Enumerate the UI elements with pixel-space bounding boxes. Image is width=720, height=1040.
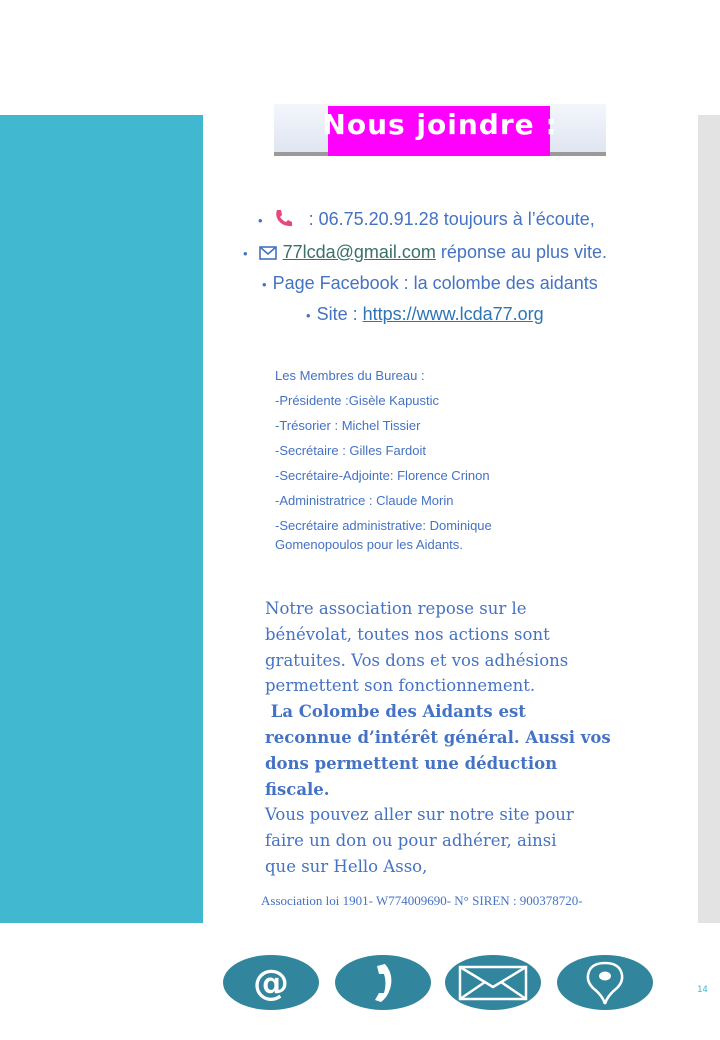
paragraph-line: gratuites. Vos dons et vos adhésions — [265, 650, 569, 670]
site-link[interactable]: https://www.lcda77.org — [362, 304, 544, 324]
paragraph-bold-line: La Colombe des Aidants est — [265, 702, 526, 722]
email-text: réponse au plus vite. — [435, 242, 608, 262]
at-icon — [248, 963, 294, 1003]
member-item: -Secrétaire administrative: Dominique Gomenopoulos pour les Aidants. — [275, 518, 492, 552]
member-item: -Trésorier : Michel Tissier — [275, 418, 421, 433]
contact-site — [306, 304, 544, 325]
legal-notice: Association loi 1901- W774009690- N° SIREN : 900378720- — [261, 893, 583, 908]
facebook-text: Page Facebook : la colombe des aidants — [272, 273, 598, 293]
paragraph-line: Vous pouvez aller sur notre site pour — [265, 805, 574, 825]
paragraph-bold-line: fiscale. — [265, 779, 330, 799]
board-members — [275, 366, 575, 554]
paragraph-line: bénévolat, toutes nos actions sont — [265, 624, 550, 644]
contact-phone — [258, 208, 595, 230]
mail-icon — [259, 246, 277, 260]
member-item: -Secrétaire : Gilles Fardoit — [275, 443, 426, 458]
title-banner — [274, 104, 606, 156]
envelope-button[interactable] — [445, 955, 541, 1010]
gray-side-bar — [698, 115, 720, 923]
phone-text: : 06.75.20.91.28 toujours à l’écoute, — [308, 209, 595, 229]
members-heading: Les Membres du Bureau : — [275, 368, 425, 383]
member-item: -Présidente :Gisèle Kapustic — [275, 393, 440, 408]
page-number: 14 — [697, 985, 708, 995]
paragraph-line: permettent son fonctionnement. — [265, 676, 536, 696]
svg-text:@: @ — [253, 962, 289, 1003]
paragraph-line: que sur Hello Asso, — [265, 856, 428, 876]
phone-icon — [371, 963, 395, 1003]
site-label: Site : — [316, 304, 363, 324]
paragraph-bold-line: dons permettent une déduction — [265, 753, 558, 773]
paragraph-bold-line: reconnue d’intérêt général. Aussi vos — [265, 727, 611, 747]
association-paragraph — [265, 596, 625, 880]
bullet: • — [258, 212, 263, 228]
location-pin-icon — [585, 960, 625, 1006]
location-button[interactable] — [557, 955, 653, 1010]
paragraph-line: Notre association repose sur le — [265, 599, 527, 618]
email-link[interactable]: 77lcda@gmail.com — [282, 242, 436, 262]
contact-facebook — [262, 273, 598, 294]
bullet: • — [243, 245, 248, 261]
phone-icon — [274, 208, 294, 228]
contact-email — [243, 242, 607, 263]
envelope-icon — [458, 965, 528, 1001]
phone-button[interactable] — [335, 955, 431, 1010]
email-at-button[interactable] — [223, 955, 319, 1010]
teal-side-bar — [0, 115, 203, 923]
paragraph-line: faire un don ou pour adhérer, ainsi — [265, 831, 557, 851]
bullet: • — [262, 276, 267, 292]
page-title: Nous joindre : — [322, 108, 558, 141]
member-item: -Secrétaire-Adjointe: Florence Crinon — [275, 468, 490, 483]
bullet: • — [306, 307, 311, 323]
member-item: -Administratrice : Claude Morin — [275, 493, 454, 508]
